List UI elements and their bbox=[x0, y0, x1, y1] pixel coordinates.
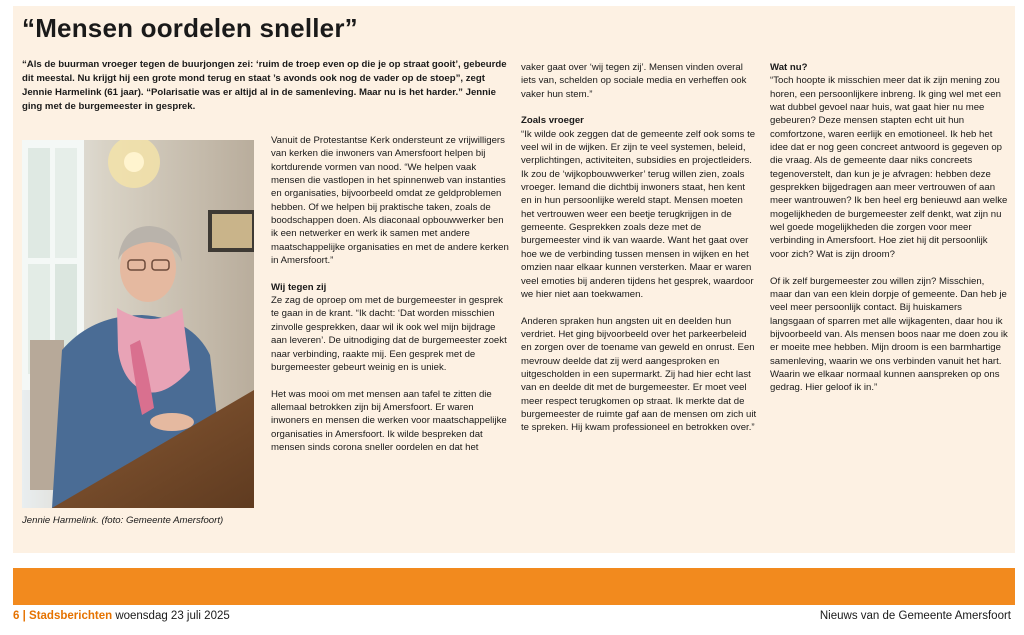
subheading-wat-nu: Wat nu? bbox=[770, 62, 808, 73]
publication-date: woensdag 23 juli 2025 bbox=[115, 610, 230, 622]
column-2-paragraph-3: Het was mooi om met mensen aan tafel te zitten die allemaal betrokken zijn bij Amersfoort. Er waren inwoners en mensen die werken voor maatschappelijke organisaties in Amersfoort. Ik wilde bespreken dat mensen sinds corona sneller oordelen en dat het bbox=[271, 388, 507, 453]
column-4-paragraph-1: “Toch hoopte ik misschien meer dat ik zijn mening zou horen, een persoonlijkere inbreng. Ik ging wel met een wat dubbel gevoel naar huis, wat gaat hier nu mee gebeuren? Deze mensen stapten echt uit hun comfortzone, waren eerlijk en emotioneel. Ik heb het idee dat er nog geen concreet antwoord is gegeven op die vraag. Als de gemeente daar niks concreets tegenoverstelt, dan kun je je afvragen: hebben deze gesprekken bijgedragen aan meer vertrouwen of aan meer wantrouwen? Ik ben heel erg benieuwd aan welke mogelijkheden de burgemeester zelf denkt, wat zijn nu wel goede mogelijkheden die zorgen voor meer verbinding in Amersfoort. Hoe ziet hij dit persoonlijk voor zich? Wat is zijn droom? bbox=[770, 75, 1008, 260]
article-column-3 bbox=[521, 61, 758, 435]
column-4-paragraph-2: Of ik zelf burgemeester zou willen zijn? Misschien, maar dan van een klein dorpje of gemeente. Dan heb je veel meer persoonlijk contact. Bij huiskamers langsgaan of sparren met alle wijkagenten, daar hou ik bijvoorbeeld van. Als mensen boos naar me doen zou ik er moeite mee hebben. Mijn droom is een barmhartige samenleving, waarin we ons verbinden vanuit het hart. Waarin we elkaar normaal kunnen aanspreken op ons gedrag. Hier geloof ik in.” bbox=[770, 275, 1008, 394]
publication-name: Stadsberichten bbox=[29, 610, 113, 622]
column-2-paragraph-2: Ze zag de oproep om met de burgemeester in gesprek te gaan in de krant. “Ik dacht: ‘Dat worden misschien zinvolle gesprekken, daar wil ik ook wel mijn bijdrage aan leveren’. De uitnodiging dat de burgemeester zoekt naar verbinding, raakte mij. Een gesprek met de burgemeester gebeurt weinig en is uniek. bbox=[271, 295, 507, 373]
footer-left bbox=[13, 608, 230, 624]
column-3-paragraph-1: vaker gaat over ‘wij tegen zij’. Mensen vinden overal iets van, schelden op sociale media en verheffen ook vaker hun stem.” bbox=[521, 62, 747, 100]
subheading-wij-tegen-zij: Wij tegen zij bbox=[271, 281, 327, 293]
photo-caption: Jennie Harmelink. (foto: Gemeente Amersfoort) bbox=[22, 515, 224, 526]
article-lead: “Als de buurman vroeger tegen de buurjongen zei: ‘ruim de troep even op die je op straat gooit’, gebeurde dit meestal. Nu krijgt hij een grote mond terug en staat ’s avonds ook nog de vader op de stoep”, zegt Jennie Harmelink (61 jaar). “Polarisatie was er altijd al in de samenleving. Maar nu is het harder.” Jennie ging met de burgemeester in gesprek. bbox=[22, 59, 507, 112]
article-headline: “Mensen oordelen sneller” bbox=[22, 13, 358, 43]
subheading-zoals-vroeger: Zoals vroeger bbox=[521, 115, 584, 127]
footer-right-text: Nieuws van de Gemeente Amersfoort bbox=[819, 610, 1011, 622]
column-3-paragraph-3: Anderen spraken hun angsten uit en deelden hun verdriet. Het ging bijvoorbeeld over het parkeerbeleid en zorgen over de toename van geweld en onrust. Een mevrouw deelde dat zij werd aangesproken en uitgescholden in een supermarkt. Zij had hier echt last van en deelde dit met de burgemeester. Er moet veel meer respect terugkomen op straat. Ik merkte dat de burgemeester de ruimte gaf aan de mensen om zich uit te spreken. Hij kwam professioneel en betrokken over.” bbox=[521, 315, 757, 434]
column-3-paragraph-2: “Ik wilde ook zeggen dat de gemeente zelf ook soms te veel wil in de wijken. Er zijn te veel systemen, beleid, verplichtingen, activiteiten, subsidies en projectleiders. Ik zou de ‘wijkopbouwwerker’ terug willen zien, zoals vroeger. Iemand die dichtbij inwoners staat, hen kent en in hun persoonlijke wereld stapt. Mensen moeten het vertrouwen weer een beetje terugkrijgen in de gemeente. Gesprekken zoals deze met de burgemeester vind ik van waarde. Want het gaat over hoe we de verbinding tussen mensen in wijken en het omzien naar elkaar kunnen versterken. Maar er waren veel emoties bij anderen tijdens het gesprek, waardoor we hier niet aan toekwamen. bbox=[521, 128, 756, 300]
page-number: 6 bbox=[13, 610, 20, 622]
column-2-paragraph-1: Vanuit de Protestantse Kerk ondersteunt ze vrijwilligers van kerken die inwoners van Amersfoort helpen bij kortdurende vormen van nood. “We helpen vaak mensen die vastlopen in het spinnenweb van instanties en organisaties, bijvoorbeeld omdat ze geldproblemen hebben. Of we helpen bij praktische taken, zoals de boodschappen doen. Als diaconaal opbouwwerker ben ik een netwerker en werk ik samen met andere maatschappelijke organisaties en met de andere kerken in Amersfoort.” bbox=[271, 135, 509, 267]
portrait-photo bbox=[22, 140, 254, 508]
page-footer bbox=[13, 608, 1015, 624]
orange-footer-band bbox=[13, 568, 1015, 605]
article-column-4 bbox=[770, 61, 1008, 395]
article-column-2 bbox=[271, 134, 509, 454]
footer-separator: | bbox=[22, 610, 26, 622]
